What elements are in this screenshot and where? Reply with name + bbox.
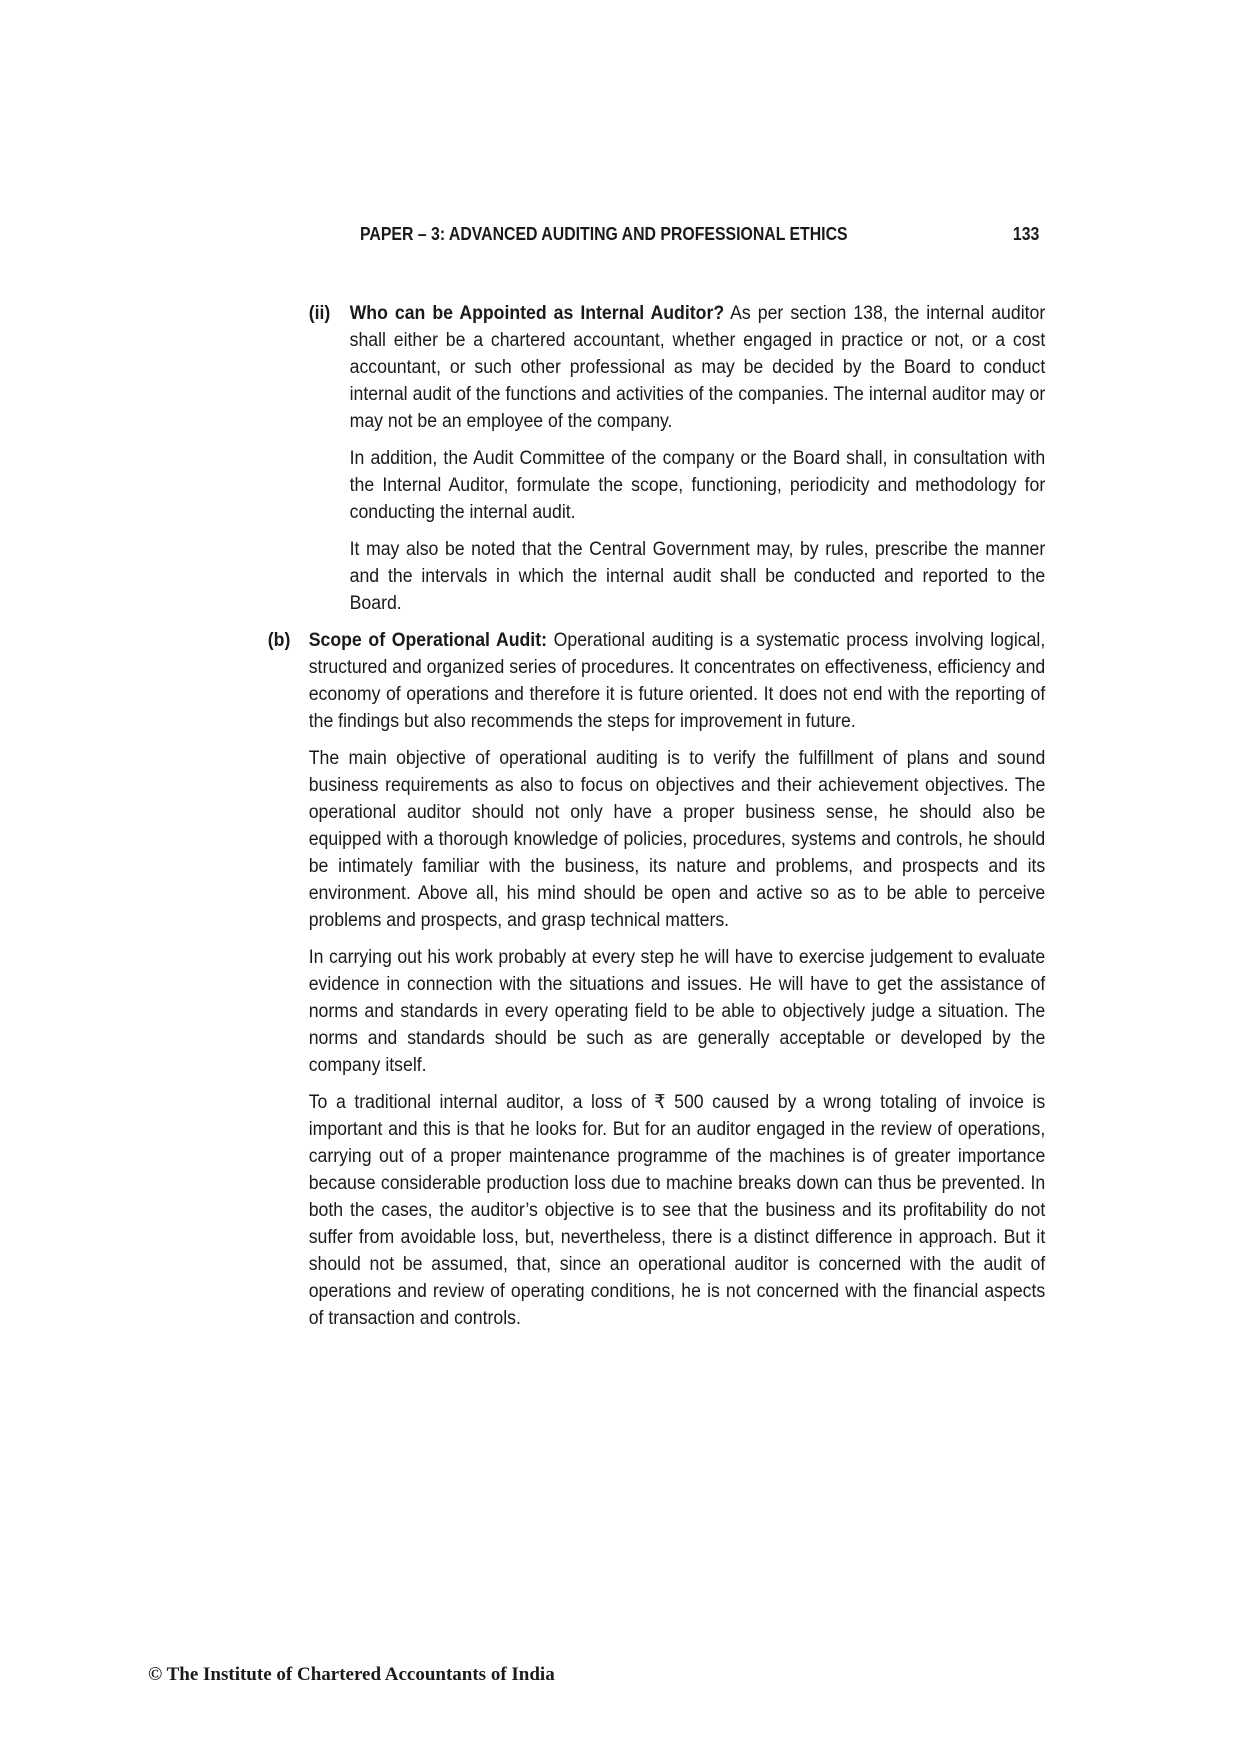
section-ii-paragraph-2: In addition, the Audit Committee of the company or the Board shall, in consultation with the Internal Auditor, formulate the scope, functioning, periodicity and methodology for conducting the internal audit.: [349, 448, 1046, 523]
section-b-paragraph-1: [309, 627, 1046, 735]
section-b-heading: Scope of Operational Audit:: [308, 630, 547, 651]
copyright-footer: © The Institute of Chartered Accountants of India: [148, 1664, 555, 1685]
page-number: 133: [1012, 224, 1040, 244]
section-ii-marker: (ii): [308, 303, 331, 324]
section-b-paragraph-2: The main objective of operational auditing is to verify the fulfillment of plans and sound business requirements as also to focus on objectives and their achievement objectives. The operational auditor should not only have a proper business sense, he should also be equipped with a thorough knowledge of policies, procedures, systems and controls, he should be intimately familiar with the business, its nature and problems, and prospects and its environment. Above all, his mind should be open and active so as to be able to perceive problems and prospects, and grasp technical matters.: [308, 748, 1046, 931]
page-header: [360, 224, 1040, 248]
section-ii: [309, 300, 1046, 617]
section-b-paragraph-4: To a traditional internal auditor, a loss of ₹ 500 caused by a wrong totaling of invoice is important and this is that he looks for. But for an auditor engaged in the review of operations, carrying out of a proper maintenance programme of the machines is of greater importance because considerable production loss due to machine breaks down can thus be prevented. In both the cases, the auditor’s objective is to see that the business and its profitability do not suffer from avoidable loss, but, nevertheless, there is a distinct difference in approach. But it should not be assumed, that, since an operational auditor is concerned with the audit of operations and review of operating conditions, he is not concerned with the financial aspects of transaction and controls.: [308, 1092, 1046, 1329]
section-b-marker: (b): [267, 630, 291, 651]
section-ii-heading: Who can be Appointed as Internal Auditor?: [349, 303, 725, 324]
section-ii-paragraph-3: It may also be noted that the Central Government may, by rules, prescribe the manner and the intervals in which the internal audit shall be conducted and reported to the Board.: [349, 539, 1046, 614]
section-ii-text-1: As per section 138, the internal auditor shall either be a chartered accountant, whether engaged in practice or not, or a cost accountant, or such other professional as may be decided by the Board to conduct internal audit of the functions and activities of the companies. The internal auditor may or may not be an employee of the company.: [349, 303, 1046, 432]
section-b-paragraph-3: In carrying out his work probably at every step he will have to exercise judgement to evaluate evidence in connection with the situations and issues. He will have to get the assistance of norms and standards in every operating field to be able to objectively judge a situation. The norms and standards should be such as are generally acceptable or developed by the company itself.: [308, 947, 1046, 1076]
section-b-text-1: Operational auditing is a systematic process involving logical, structured and organized series of procedures. It concentrates on effectiveness, efficiency and economy of operations and therefore it is future oriented. It does not end with the reporting of the findings but also recommends the steps for improvement in future.: [308, 630, 1046, 732]
section-b: [265, 627, 1045, 1332]
main-content: [265, 300, 1045, 1342]
running-title: PAPER – 3: ADVANCED AUDITING AND PROFESSIONAL ETHICS: [360, 224, 848, 244]
section-ii-paragraph-1: [350, 300, 1046, 435]
